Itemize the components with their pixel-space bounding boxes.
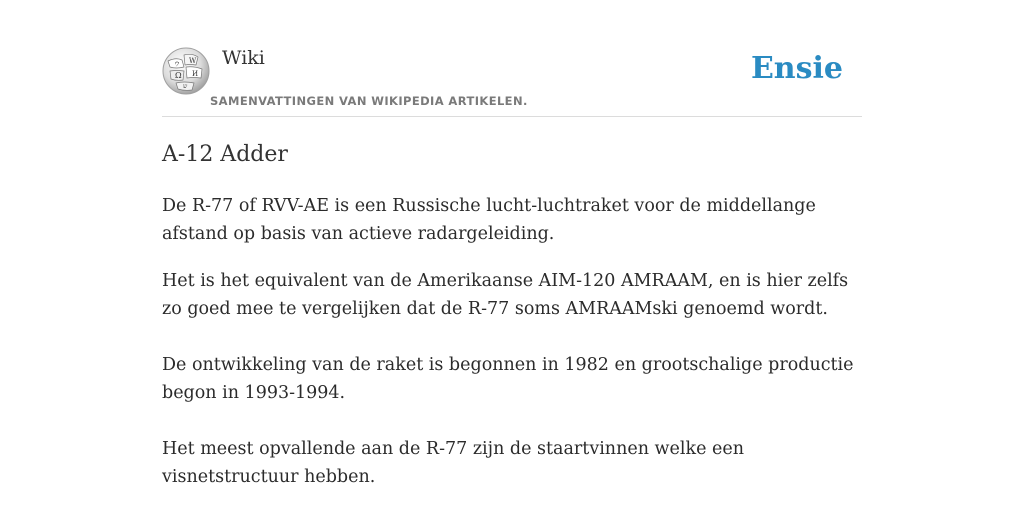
site-tagline: SAMENVATTINGEN VAN WIKIPEDIA ARTIKELEN. xyxy=(210,94,528,108)
article-paragraph: De ontwikkeling van de raket is begonnen in 1982 en grootschalige productie begon in 1993-1994. xyxy=(162,355,854,403)
svg-text:W: W xyxy=(189,57,197,65)
article-content xyxy=(162,192,862,491)
svg-text:ウ: ウ xyxy=(174,61,181,68)
brand-logo-link[interactable]: Ensie xyxy=(750,51,843,86)
article-paragraph: De R-77 of RVV-AE is een Russische lucht-luchtraket voor de middellange afstand op basis van actieve radargeleiding. xyxy=(162,196,816,244)
article-title: A-12 Adder xyxy=(162,142,288,167)
page xyxy=(162,0,862,512)
svg-text:И: И xyxy=(192,70,199,78)
article-paragraph: Het is het equivalent van de Amerikaanse AIM-120 AMRAAM, en is hier zelfs zo goed mee te vergelijken dat de R-77 soms AMRAAMski genoemd wordt. xyxy=(162,271,849,319)
svg-text:ש: ש xyxy=(183,83,188,90)
site-name[interactable]: Wiki xyxy=(222,47,265,69)
site-header xyxy=(162,0,862,117)
wikipedia-globe-icon[interactable] xyxy=(162,47,210,95)
article-paragraph: Het meest opvallende aan de R-77 zijn de staartvinnen welke een visnetstructuur hebben. xyxy=(162,439,744,487)
svg-text:Ω: Ω xyxy=(175,71,182,80)
